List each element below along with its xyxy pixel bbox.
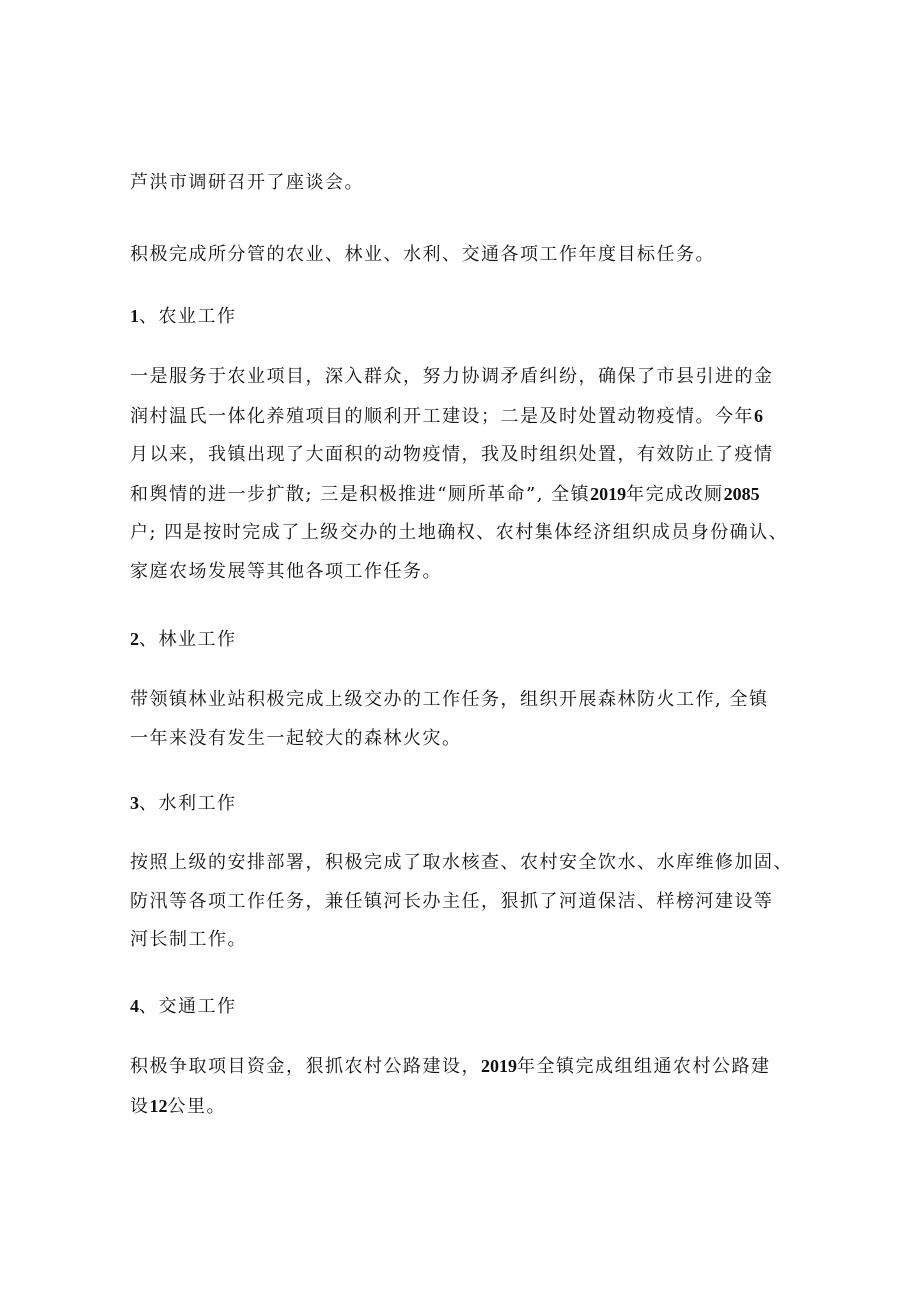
- section-number: 4: [130, 996, 139, 1016]
- paragraph-line: 家庭农场发展等其他各项工作任务。: [130, 560, 442, 582]
- text-run: 公里。: [167, 1095, 226, 1117]
- section-body-forestry: [130, 681, 802, 758]
- section-title: 林业工作: [158, 629, 237, 650]
- year-number: 2019: [590, 483, 627, 504]
- section-heading-agriculture: [130, 297, 802, 337]
- toilet-count: 2085: [723, 483, 760, 504]
- paragraph-line: [130, 397, 802, 437]
- text-run: 积极争取项目资金，狠抓农村公路建设，: [130, 1056, 481, 1077]
- text-run: 和舆情的进一步扩散; 三是积极推进“厕所革命”, 全镇: [130, 483, 591, 505]
- intro-fragment: 芦洪市调研召开了座谈会。: [130, 172, 364, 193]
- section-title: 农业工作: [158, 306, 237, 327]
- section-number: 3: [130, 793, 139, 813]
- section-separator: 、: [139, 306, 159, 327]
- paragraph-line: 河长制工作。: [130, 929, 247, 950]
- paragraph-line: [130, 1047, 802, 1087]
- text-run: 年完成改厕: [626, 483, 724, 505]
- text-run: 润村温氏一体化养殖项目的顺利开工建设；二是及时处置动物疫情。今年: [130, 405, 754, 427]
- section-number: 2: [130, 629, 139, 649]
- month-number: 6: [754, 405, 763, 426]
- section-title: 交通工作: [158, 996, 237, 1017]
- section-title: 水利工作: [158, 793, 237, 814]
- year-number: 2019: [481, 1056, 517, 1076]
- section-heading-transport: [130, 987, 802, 1027]
- section-body-water: [130, 844, 802, 960]
- paragraph-line: 月以来，我镇出现了大面积的动物疫情，我及时组织处置，有效防止了疫情: [130, 444, 774, 465]
- section-separator: 、: [139, 793, 159, 814]
- text-run: 年全镇完成组组通农村公路建: [517, 1056, 771, 1077]
- paragraph-line: 带领镇林业站积极完成上级交办的工作任务，组织开展森林防火工作, 全镇: [130, 689, 769, 710]
- section-number: 1: [130, 306, 139, 326]
- paragraph-line: 防汛等各项工作任务，兼任镇河长办主任，狠抓了河道保洁、样榜河建设等: [130, 890, 774, 912]
- section-heading-water: [130, 784, 802, 824]
- section-heading-forestry: [130, 620, 802, 660]
- paragraph-line: 一年来没有发生一起较大的森林火灾。: [130, 727, 462, 749]
- paragraph-line: [130, 475, 802, 515]
- paragraph-line: 按照上级的安排部署，积极完成了取水核查、农村安全饮水、水库维修加固、: [130, 852, 793, 873]
- section-body-transport: [130, 1047, 802, 1126]
- paragraph-line: 一是服务于农业项目，深入群众，努力协调矛盾纠纷，确保了市县引进的金: [130, 366, 774, 387]
- summary-paragraph: 积极完成所分管的农业、林业、水利、交通各项工作年度目标任务。: [130, 244, 715, 265]
- section-separator: 、: [139, 629, 159, 650]
- paragraph-line: 户; 四是按时完成了上级交办的土地确权、农村集体经济组织成员身份确认、: [130, 522, 789, 543]
- text-run: 设: [130, 1095, 150, 1117]
- section-body-agriculture: [130, 358, 802, 591]
- section-separator: 、: [139, 996, 159, 1017]
- paragraph-line: [130, 1087, 802, 1127]
- road-length: 12: [149, 1095, 168, 1116]
